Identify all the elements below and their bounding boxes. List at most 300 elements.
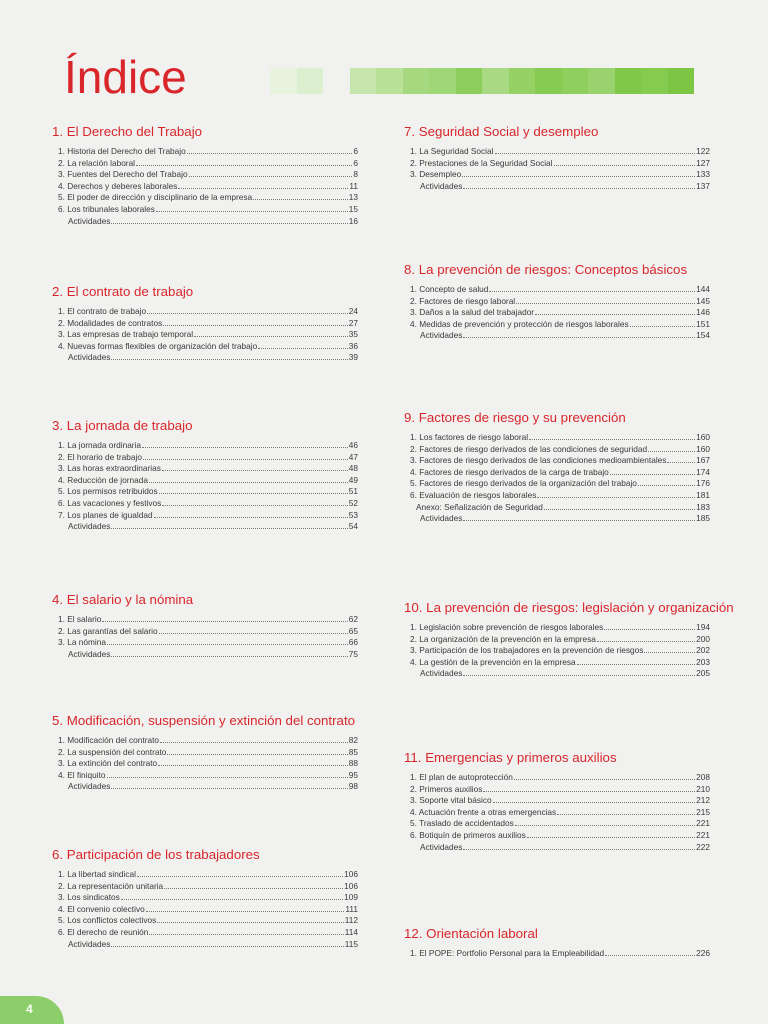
- toc-entry[interactable]: [58, 927, 358, 939]
- decorative-square: [270, 68, 297, 94]
- entry-page-number: 51: [348, 486, 358, 497]
- dot-leader: [149, 934, 343, 935]
- decorative-square: [668, 68, 695, 94]
- section-title[interactable]: 4. El salario y la nómina: [52, 592, 194, 607]
- dot-leader: [111, 946, 343, 947]
- toc-entry[interactable]: [58, 452, 358, 464]
- entry-page-number: 66: [348, 637, 358, 648]
- dot-leader: [146, 911, 345, 912]
- entry-page-number: 75: [348, 648, 358, 659]
- dot-leader: [164, 888, 343, 889]
- entry-list: [410, 284, 710, 342]
- entry-label: Actividades: [68, 781, 111, 792]
- entry-page-number: 88: [348, 758, 358, 769]
- dot-leader: [167, 754, 347, 755]
- entry-label: Actividades: [68, 352, 111, 363]
- entry-label: 1. Concepto de salud: [410, 284, 489, 294]
- section-title[interactable]: 7. Seguridad Social y desempleo: [404, 124, 599, 139]
- section-title[interactable]: 12. Orientación laboral: [404, 926, 538, 941]
- dot-leader: [143, 459, 348, 460]
- entry-label: Actividades: [420, 330, 463, 341]
- entry-page-number: 62: [348, 614, 358, 624]
- toc-entry[interactable]: [410, 807, 710, 819]
- dot-leader: [157, 922, 344, 923]
- entry-list: [58, 735, 358, 793]
- entry-page-number: 16: [348, 215, 358, 226]
- toc-entry[interactable]: [58, 649, 358, 661]
- entry-label: 6. El derecho de reunión: [58, 926, 149, 937]
- entry-list: [410, 146, 710, 192]
- entry-page-number: 208: [696, 772, 710, 782]
- dot-leader: [111, 359, 347, 360]
- dot-leader: [648, 451, 695, 452]
- toc-section: [52, 847, 358, 950]
- page-number: 4: [26, 1002, 33, 1016]
- dot-leader: [159, 633, 348, 634]
- entry-label: 1. La jornada ordinaria: [58, 440, 142, 450]
- dot-leader: [544, 509, 695, 510]
- dot-leader: [597, 641, 695, 642]
- dot-leader: [258, 348, 348, 349]
- entry-label: 3. Los sindicatos: [58, 892, 120, 903]
- toc-entry[interactable]: [58, 216, 358, 228]
- toc-entry[interactable]: [58, 463, 358, 475]
- entry-page-number: 181: [696, 489, 710, 500]
- entry-page-number: 160: [696, 443, 710, 454]
- toc-section: [52, 592, 358, 660]
- toc-entry[interactable]: [58, 939, 358, 951]
- entry-page-number: 212: [696, 795, 710, 806]
- toc-entry[interactable]: [58, 758, 358, 770]
- entry-page-number: 145: [696, 295, 710, 306]
- dot-leader: [149, 482, 348, 483]
- entry-page-number: 203: [696, 656, 710, 667]
- entry-label: Actividades: [68, 215, 111, 226]
- toc-entry[interactable]: [410, 319, 710, 331]
- entry-label: Anexo: Señalización de Seguridad: [416, 501, 543, 512]
- toc-entry[interactable]: [58, 614, 358, 626]
- entry-page-number: 82: [348, 735, 358, 745]
- toc-entry[interactable]: [58, 770, 358, 782]
- entry-page-number: 174: [696, 466, 710, 477]
- dot-leader: [462, 176, 695, 177]
- entry-page-number: 52: [348, 497, 358, 508]
- entry-page-number: 176: [696, 478, 710, 489]
- dot-leader: [111, 788, 347, 789]
- dot-leader: [489, 291, 695, 292]
- entry-page-number: 6: [353, 157, 358, 168]
- dot-leader: [610, 474, 695, 475]
- entry-page-number: 39: [348, 352, 358, 363]
- dot-leader: [111, 223, 347, 224]
- toc-entry[interactable]: [410, 284, 710, 296]
- toc-entry[interactable]: [58, 158, 358, 170]
- toc-entry[interactable]: [410, 948, 710, 960]
- toc-entry[interactable]: [58, 475, 358, 487]
- toc-entry[interactable]: [58, 352, 358, 364]
- entry-page-number: 133: [696, 169, 710, 180]
- toc-entry[interactable]: [58, 915, 358, 927]
- toc-section: [52, 418, 358, 533]
- dot-leader: [136, 165, 352, 166]
- toc-entry[interactable]: [58, 904, 358, 916]
- dot-leader: [529, 439, 695, 440]
- entry-label: 5. Traslado de accidentados: [410, 818, 514, 829]
- toc-entry[interactable]: [58, 204, 358, 216]
- entry-page-number: 6: [353, 146, 358, 156]
- entry-label: 3. Factores de riesgo derivados de las condiciones medioambientales: [410, 455, 667, 466]
- toc-entry[interactable]: [58, 869, 358, 881]
- dot-leader: [463, 188, 695, 189]
- entry-page-number: 146: [696, 307, 710, 318]
- dot-leader: [163, 325, 348, 326]
- entry-label: Actividades: [420, 513, 463, 524]
- dot-leader: [160, 742, 348, 743]
- dot-leader: [121, 899, 343, 900]
- toc-entry[interactable]: [410, 432, 710, 444]
- entry-page-number: 151: [696, 318, 710, 329]
- dot-leader: [162, 505, 347, 506]
- toc-section: [404, 262, 710, 342]
- entry-label: 2. Las garantías del salario: [58, 625, 158, 636]
- entry-page-number: 221: [696, 829, 710, 840]
- entry-label: 4. La gestión de la prevención en la empresa: [410, 656, 576, 667]
- entry-label: 3. Desempleo: [410, 169, 462, 180]
- decorative-square: [403, 68, 430, 94]
- toc-entry[interactable]: [410, 158, 710, 170]
- entry-label: 6. Los tribunales laborales: [58, 203, 155, 214]
- entry-label: 1. El plan de autoprotección: [410, 772, 513, 782]
- entry-label: 2. Prestaciones de la Seguridad Social: [410, 157, 553, 168]
- section-title[interactable]: 8. La prevención de riesgos: Conceptos básicos: [404, 262, 688, 277]
- decorative-square: [641, 68, 668, 94]
- toc-entry[interactable]: [58, 341, 358, 353]
- dot-leader: [159, 493, 348, 494]
- entry-label: 1. La libertad sindical: [58, 869, 136, 879]
- entry-page-number: 111: [345, 903, 358, 914]
- toc-entry[interactable]: [58, 637, 358, 649]
- decorative-square: [297, 68, 324, 94]
- entry-page-number: 46: [348, 440, 358, 450]
- entry-label: 1. La Seguridad Social: [410, 146, 494, 156]
- dot-leader: [535, 314, 695, 315]
- entry-page-number: 48: [348, 463, 358, 474]
- entry-page-number: 36: [348, 340, 358, 351]
- entry-label: 3. Fuentes del Derecho del Trabajo: [58, 169, 188, 180]
- toc-entry[interactable]: [410, 842, 710, 854]
- entry-label: 4. Nuevas formas flexibles de organización del trabajo: [58, 340, 258, 351]
- toc-entry[interactable]: [410, 181, 710, 193]
- toc-entry[interactable]: [58, 881, 358, 893]
- entry-page-number: 112: [344, 915, 358, 926]
- entry-page-number: 65: [348, 625, 358, 636]
- toc-entry[interactable]: [58, 329, 358, 341]
- toc-entry[interactable]: [58, 747, 358, 759]
- dot-leader: [463, 337, 695, 338]
- toc-entry[interactable]: [410, 668, 710, 680]
- entry-label: 7. Los planes de igualdad: [58, 509, 153, 520]
- section-title[interactable]: 5. Modificación, suspensión y extinción del contrato: [52, 713, 356, 728]
- entry-page-number: 122: [696, 146, 710, 156]
- entry-label: 6. Botiquín de primeros auxilios: [410, 829, 526, 840]
- entry-label: 2. Modalidades de contratos: [58, 317, 163, 328]
- toc-entry[interactable]: [410, 772, 710, 784]
- dot-leader: [638, 485, 695, 486]
- entry-label: 1. Los factores de riesgo laboral: [410, 432, 529, 442]
- toc-section: [404, 600, 734, 680]
- decorative-square: [509, 68, 536, 94]
- decorative-squares: [270, 68, 694, 94]
- entry-page-number: 160: [696, 432, 710, 442]
- entry-label: 3. Daños a la salud del trabajador: [410, 307, 535, 318]
- dot-leader: [604, 629, 695, 630]
- dot-leader: [107, 777, 348, 778]
- dot-leader: [554, 165, 696, 166]
- entry-label: 2. La relación laboral: [58, 157, 136, 168]
- entry-page-number: 137: [696, 180, 710, 191]
- section-title[interactable]: 10. La prevención de riesgos: legislación y organización: [404, 600, 734, 615]
- entry-label: 2. La suspensión del contrato: [58, 746, 167, 757]
- entry-list: [410, 948, 710, 960]
- entry-page-number: 106: [344, 880, 358, 891]
- toc-entry[interactable]: [410, 455, 710, 467]
- toc-entry[interactable]: [410, 169, 710, 181]
- entry-page-number: 226: [696, 948, 710, 958]
- toc-entry[interactable]: [410, 784, 710, 796]
- toc-entry[interactable]: [58, 192, 358, 204]
- dot-leader: [253, 199, 348, 200]
- dot-leader: [107, 644, 348, 645]
- entry-page-number: 202: [696, 645, 710, 656]
- toc-entry[interactable]: [410, 444, 710, 456]
- toc-section: [404, 750, 710, 853]
- toc-entry[interactable]: [58, 510, 358, 522]
- dot-leader: [162, 470, 348, 471]
- section-title[interactable]: 9. Factores de riesgo y su prevención: [404, 410, 626, 425]
- toc-entry[interactable]: [410, 146, 710, 158]
- entry-page-number: 27: [348, 317, 358, 328]
- toc-entry[interactable]: [410, 645, 710, 657]
- entry-label: Actividades: [68, 938, 111, 949]
- entry-page-number: 109: [344, 892, 358, 903]
- entry-label: 5. Los conflictos colectivos: [58, 915, 157, 926]
- dot-leader: [147, 313, 348, 314]
- entry-label: 4. Medidas de prevención y protección de riesgos laborales: [410, 318, 629, 329]
- dot-leader: [516, 303, 695, 304]
- toc-entry[interactable]: [410, 478, 710, 490]
- decorative-square: [615, 68, 642, 94]
- toc-entry[interactable]: [410, 330, 710, 342]
- dot-leader: [137, 876, 343, 877]
- entry-label: 2. Factores de riesgo laboral: [410, 295, 516, 306]
- entry-label: 4. Actuación frente a otras emergencias: [410, 806, 557, 817]
- dot-leader: [605, 955, 695, 956]
- entry-page-number: 144: [696, 284, 710, 294]
- toc-entry[interactable]: [58, 181, 358, 193]
- entry-label: Actividades: [68, 648, 111, 659]
- entry-page-number: 47: [348, 451, 358, 462]
- entry-list: [58, 614, 358, 660]
- section-title[interactable]: 6. Participación de los trabajadores: [52, 847, 260, 862]
- dot-leader: [644, 652, 695, 653]
- entry-label: Actividades: [420, 180, 463, 191]
- entry-label: 1. Legislación sobre prevención de riesgos laborales: [410, 622, 604, 632]
- dot-leader: [514, 779, 695, 780]
- entry-label: 4. Derechos y deberes laborales: [58, 180, 178, 191]
- entry-list: [58, 146, 358, 227]
- toc-section: [404, 926, 710, 960]
- toc-entry[interactable]: [58, 169, 358, 181]
- entry-page-number: 15: [348, 203, 358, 214]
- entry-page-number: 8: [353, 169, 358, 180]
- entry-label: 2. La representación unitaria: [58, 880, 164, 891]
- decorative-square: [562, 68, 589, 94]
- toc-entry[interactable]: [410, 634, 710, 646]
- entry-label: 6. Las vacaciones y festivos: [58, 497, 162, 508]
- entry-label: 3. La nómina: [58, 637, 106, 648]
- toc-entry[interactable]: [58, 498, 358, 510]
- decorative-square: [350, 68, 377, 94]
- toc-entry[interactable]: [410, 657, 710, 669]
- entry-page-number: 127: [696, 157, 710, 168]
- entry-label: 4. El convenio colectivo: [58, 903, 145, 914]
- toc-section: [52, 124, 358, 227]
- dot-leader: [537, 497, 695, 498]
- dot-leader: [463, 849, 695, 850]
- entry-list: [58, 306, 358, 364]
- decorative-square: [323, 68, 350, 94]
- entry-page-number: 154: [696, 330, 710, 341]
- entry-list: [410, 432, 710, 525]
- decorative-square: [588, 68, 615, 94]
- toc-entry[interactable]: [410, 467, 710, 479]
- dot-leader: [667, 462, 695, 463]
- toc-entry[interactable]: [58, 521, 358, 533]
- toc-entry[interactable]: [58, 318, 358, 330]
- toc-entry[interactable]: [58, 735, 358, 747]
- entry-page-number: 98: [348, 781, 358, 792]
- dot-leader: [495, 153, 696, 154]
- dot-leader: [111, 656, 347, 657]
- dot-leader: [527, 837, 695, 838]
- entry-label: 2. Primeros auxilios: [410, 783, 483, 794]
- entry-page-number: 210: [696, 783, 710, 794]
- dot-leader: [463, 520, 695, 521]
- entry-page-number: 115: [344, 938, 358, 949]
- section-title[interactable]: 2. El contrato de trabajo: [52, 284, 194, 299]
- entry-label: 6. Evaluación de riesgos laborales: [410, 489, 537, 500]
- entry-label: 3. Participación de los trabajadores en la prevención de riesgos: [410, 645, 644, 656]
- entry-label: 4. Reducción de jornada: [58, 474, 148, 485]
- toc-entry[interactable]: [410, 307, 710, 319]
- dot-leader: [178, 188, 348, 189]
- entry-page-number: 53: [348, 509, 358, 520]
- decorative-square: [376, 68, 403, 94]
- entry-list: [58, 440, 358, 533]
- entry-page-number: 221: [696, 818, 710, 829]
- entry-label: Actividades: [420, 668, 463, 679]
- toc-entry[interactable]: [410, 296, 710, 308]
- entry-label: 3. La extinción del contrato: [58, 758, 158, 769]
- entry-label: 1. Modificación del contrato: [58, 735, 160, 745]
- entry-page-number: 185: [696, 513, 710, 524]
- toc-entry[interactable]: [58, 486, 358, 498]
- entry-label: 5. Los permisos retribuidos: [58, 486, 158, 497]
- dot-leader: [463, 675, 695, 676]
- toc-entry[interactable]: [58, 146, 358, 158]
- page-number-badge: [0, 996, 64, 1024]
- dot-leader: [154, 517, 348, 518]
- entry-label: 4. El finiquito: [58, 769, 106, 780]
- entry-page-number: 24: [348, 306, 358, 316]
- toc-entry[interactable]: [58, 626, 358, 638]
- toc-entry[interactable]: [58, 892, 358, 904]
- section-title[interactable]: 1. El Derecho del Trabajo: [52, 124, 203, 139]
- toc-entry[interactable]: [410, 795, 710, 807]
- section-title[interactable]: 11. Emergencias y primeros auxilios: [404, 750, 617, 765]
- dot-leader: [630, 326, 696, 327]
- decorative-square: [429, 68, 456, 94]
- entry-page-number: 194: [696, 622, 710, 632]
- toc-section: [52, 284, 358, 364]
- entry-list: [410, 772, 710, 853]
- dot-leader: [194, 336, 348, 337]
- decorative-square: [535, 68, 562, 94]
- entry-label: 3. Las horas extraordinarias: [58, 463, 161, 474]
- entry-page-number: 205: [696, 668, 710, 679]
- dot-leader: [142, 447, 348, 448]
- entry-label: 1. El contrato de trabajo: [58, 306, 147, 316]
- toc-section: [404, 410, 710, 525]
- toc-entry[interactable]: [58, 781, 358, 793]
- entry-page-number: 11: [349, 180, 358, 191]
- toc-entry[interactable]: [58, 440, 358, 452]
- toc-entry[interactable]: [410, 502, 710, 514]
- entry-label: Actividades: [68, 521, 111, 532]
- entry-label: 1. El salario: [58, 614, 102, 624]
- entry-page-number: 106: [344, 869, 358, 879]
- toc-section: [52, 713, 358, 793]
- entry-page-number: 54: [348, 521, 358, 532]
- section-title[interactable]: 3. La jornada de trabajo: [52, 418, 193, 433]
- toc-section: [404, 124, 710, 192]
- entry-page-number: 200: [696, 633, 710, 644]
- page-title: Índice: [64, 51, 187, 103]
- entry-page-number: 215: [696, 806, 710, 817]
- dot-leader: [156, 211, 348, 212]
- dot-leader: [111, 528, 347, 529]
- toc-entry[interactable]: [410, 513, 710, 525]
- entry-label: 1. El POPE: Portfolio Personal para la Empleabilidad: [410, 948, 605, 958]
- dot-leader: [189, 176, 353, 177]
- toc-entry[interactable]: [410, 830, 710, 842]
- toc-entry[interactable]: [410, 622, 710, 634]
- toc-entry[interactable]: [410, 818, 710, 830]
- entry-list: [58, 869, 358, 950]
- entry-page-number: 114: [344, 926, 358, 937]
- entry-page-number: 222: [696, 841, 710, 852]
- dot-leader: [102, 621, 347, 622]
- decorative-square: [456, 68, 483, 94]
- entry-page-number: 13: [348, 192, 358, 203]
- entry-page-number: 49: [348, 474, 358, 485]
- entry-page-number: 167: [696, 455, 710, 466]
- dot-leader: [158, 765, 348, 766]
- toc-entry[interactable]: [58, 306, 358, 318]
- dot-leader: [187, 153, 353, 154]
- toc-entry[interactable]: [410, 490, 710, 502]
- entry-label: 2. El horario de trabajo: [58, 451, 142, 462]
